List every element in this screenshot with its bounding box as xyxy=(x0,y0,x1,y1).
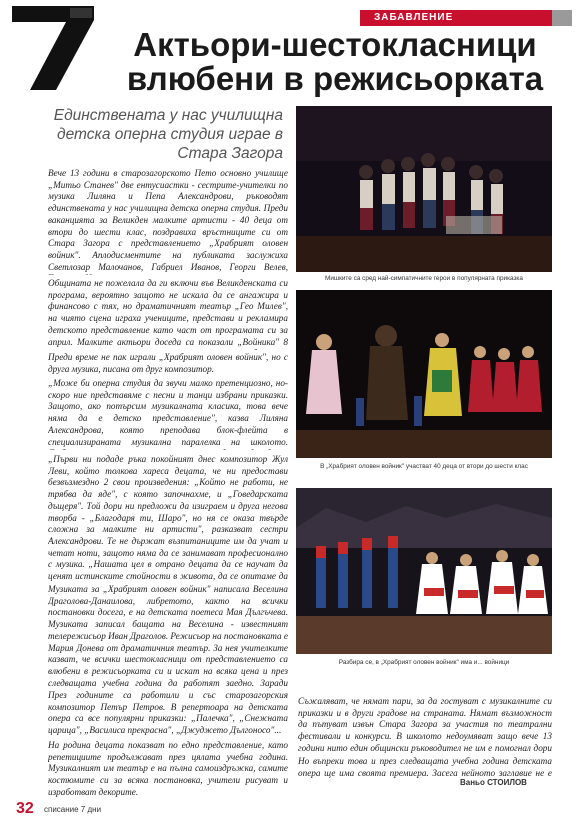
paragraph-previous-version: Преди време не пак играли „Храбрият оловен войник", но с друга музика, писана от друг композитор. xyxy=(48,352,288,374)
section-label: ЗАБАВЛЕНИЕ xyxy=(360,10,552,26)
paragraph-music-libretto: Музиката за „Храбрият оловен войник" написала Веселина Драголова-Данаилова, либретото, както на всички постановки досега, е на детската поетеса Мая Дългъчева. Музиката записал бащата на Веселина - известният телережисьор Иван Драголов. Режисьор на постановката е Мария Донева от драматичния театър. За нея учителките казват, че всички шестокласници от представлението са влюбени в режисьорката си и искат на всяка цена и през следващата учебна година да работят заедно. Заради xyxy=(48,584,288,688)
article-title: Актьори-шестокласници влюбени в режисьорката xyxy=(126,26,544,97)
paragraph-composer: „Първи ни подаде ръка покойният днес композитор Жул Леви, който толкова хареса децата, че ни предостави безвъзмездно 2 свои произведения: „Който не работи, не трябва да яде", с която започнахме, и „Говедарската дъщеря". Той дори ни предложи да изиграем и друга негова творба - „Благодаря ти, Шаро", но ня се оказа твърде сложна за малките ни артисти", разказват сестри Александрови. Те не държат възпитаниците им да учат и четат ноти, защото няма да се занимават професионално с музика. „Нашата цел в отрано децата да се научат да ценят истинските стойности в живота, да се опитаме да xyxy=(48,454,288,582)
paragraph-next-year: Но въпреки това и през следващата учебна година детската опера ще има своята премиера. Засега нейното заглавие не е xyxy=(298,756,552,778)
caption-soldiers: Разбира се, в „Храбрият оловен войник" има и... войници xyxy=(338,659,510,666)
paragraph-no-money: Съжаляват, че нямат пари, за да гостуват с музикалните си приказки и в други градове на страната. Нямат възможност да пътуват извън Стара Загора за участия по театрални фестивали и конкурси. В школото недоумяват защо вече 13 години нито един общински ръководител не им е помогнал дори xyxy=(298,696,552,753)
photo-full-cast xyxy=(296,290,552,458)
paragraph-intro: Вече 13 години в старозагорското Пето основно училище „Митьо Станев" две ентусиастки - сестрите-учителки по музика Лиляна и Пепа Александрови, ръководят единствената у нас училищна детска оперна студия. Преди ваканцията за Великден малките артисти - 40 деца от втори до шести клас, поздравиха връстниците си от Стара Загора с представлението „Храбрият оловен войник". Аплодисментите на публиката заслужиха Светлозар Малочанов, Габриел Иванов, Георги Велев, xyxy=(48,168,288,272)
magazine-name: списание 7 дни xyxy=(44,805,102,814)
photo-mice-scene xyxy=(296,106,552,272)
caption-mice: Мишките са сред най-симпатичните герои в популярната приказка xyxy=(325,275,523,282)
paragraph-self-funding: На родина децата показват по едно представление, като репетициите продължават през цялата учебна година. Музикалният им театър е на пълна самоиздръжка, самите костюмите си за всяка постановка, учители рисуват и изработват декорите. xyxy=(48,740,288,797)
caption-cast: В „Храбрият оловен войник" участват 40 деца от втори до шести клас xyxy=(320,463,528,470)
page-number: 32 xyxy=(16,800,34,817)
paragraph-municipality: Общината не пожелала да ги включи във Великденската си програма, вероятно защото не искала да се ангажира и финансово с тях, но драматичният театър „Гео Милев", на чиято сцена играха учениците, представи и рекламира детското представление като част от програмата си за април. Малките актьори доседа са показали „Войника" 8 xyxy=(48,278,288,347)
article-subtitle: Единствената у нас училищна детска оперна студия играе в Стара Загора xyxy=(53,107,283,162)
section-tab-strip xyxy=(552,10,572,26)
article-author: Ваньо СТОИЛОВ xyxy=(460,778,527,787)
paragraph-opera-studio: „Може би оперна студия да звучи малко претенциозно, но-скоро ние представяме с песни и танци избрани приказки. Защото, ако потърсим музикалната класика, това вече няма да е детско представление", казва Лиляна Александрова, която преподава блок-флейта в специализираната музикална паралелка на школото. xyxy=(48,378,288,447)
photo-soldiers xyxy=(296,488,552,654)
paragraph-repertoire: През годините са работили и със старозагорския композитор Петър Петров. В репертоара на детската опера са все популярни приказки: „Палечка", „Снежната царица", „Василиса прекрасна", „Джуджето Дългоносо"... xyxy=(48,690,288,736)
magazine-seven-logo xyxy=(12,6,94,90)
